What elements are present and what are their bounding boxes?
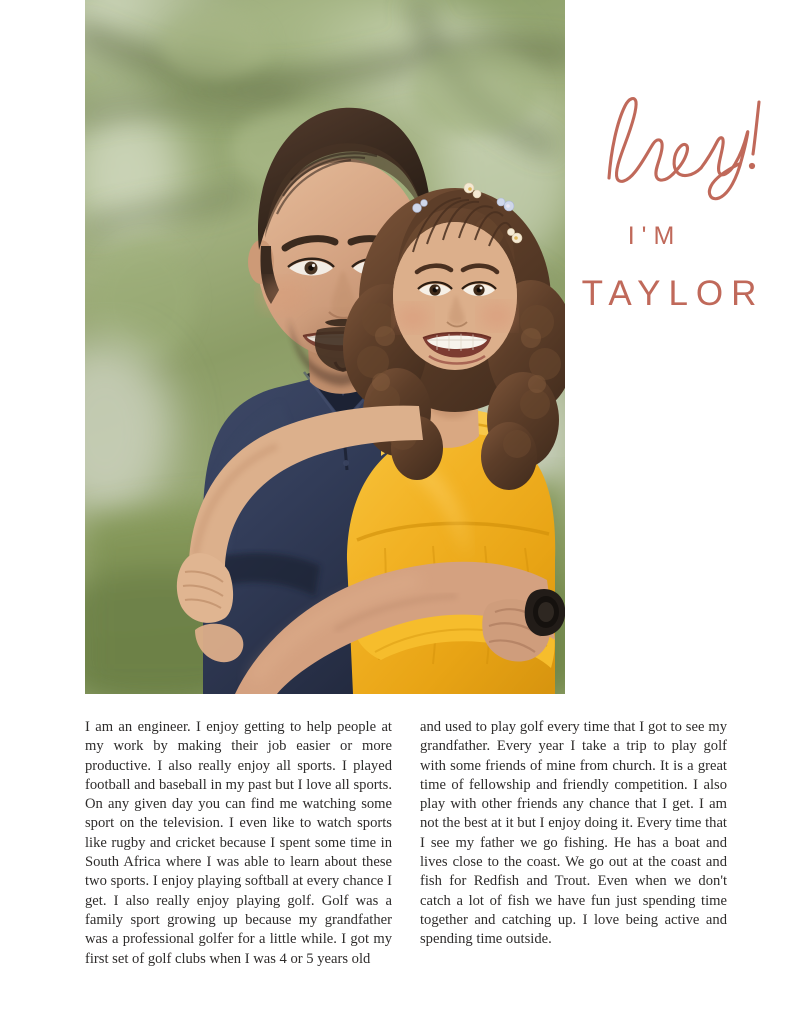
hero-photo-illustration [85,0,565,694]
bio-paragraph-left: I am an engineer. I enjoy getting to help people at my work by making their job easier or more productive. I also really enjoy all sports. I played football and baseball in my past but I love all sports. On any given day you can find me watching some sport on the television. I even like to watch sports like rugby and cricket because I spent some time in South Africa where I was able to learn about these two sports. I enjoy playing softball at every chance I get. I also really enjoy playing golf. Golf was a family sport growing up because my grandfather was a professional golfer for a little while. I got my first set of golf clubs when I was 4 or 5 years old [85,719,392,967]
intro-heading-panel [565,0,800,694]
intro-name: TAYLOR [581,274,765,313]
intro-kicker: I'M [627,222,682,250]
hero-photo [85,0,565,694]
hey-script-svg [587,88,787,203]
bio-column-right [420,718,727,969]
bio-text-block [85,718,728,969]
bio-paragraph-right: and used to play golf every time that I got to see my grandfather. Every year I take a trip to play golf with some friends of mine from church. It is a great time of fellowship and friendly competition. I also play with other friends any chance that I get. I am not the best at it but I enjoy doing it. Every time that I see my father we go fishing. He has a boat and lives close to the coast. We go out at the coast and fish for Redfish and Trout. Even when we don't catch a lot of fish we have fun just spending time together and catching up. I love being active and spending time outside. [420,719,727,948]
bio-column-left [85,718,392,969]
hey-script-wordmark [587,88,787,203]
